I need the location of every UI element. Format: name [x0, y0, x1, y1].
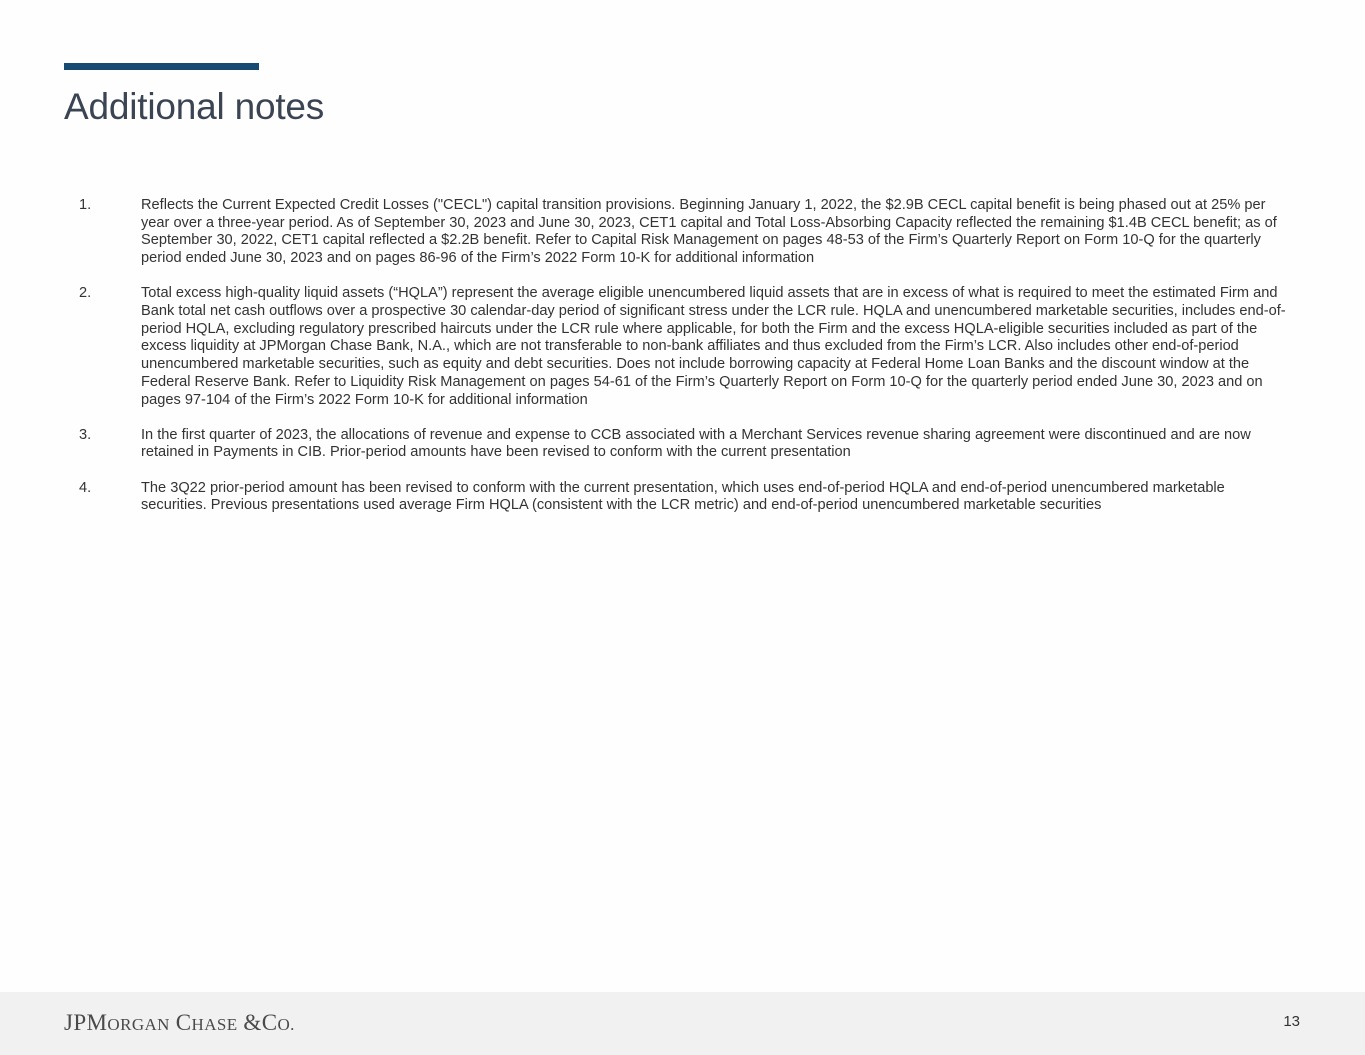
logo-morgan-initial: M: [86, 1010, 108, 1035]
note-item: [0, 427, 1365, 462]
logo-co-rest: O.: [277, 1015, 295, 1034]
logo-morgan-rest: ORGAN: [107, 1015, 170, 1034]
note-item: [0, 285, 1365, 409]
footer: [0, 992, 1365, 1055]
note-text: Reflects the Current Expected Credit Losses ("CECL") capital transition provisions. Beginning January 1, 2022, the $2.9B CECL capital benefit is being phased out at 25% per year over a three-year period. As of September 30, 2023 and June 30, 2023, CET1 capital and Total Loss-Absorbing Capacity reflected the remaining $1.4B CECL benefit; as of September 30, 2022, CET1 capital reflected a $2.2B benefit. Refer to Capital Risk Management on pages 48-53 of the Firm’s Quarterly Report on Form 10-Q for the quarterly period ended June 30, 2023 and on pages 86-96 of the Firm’s 2022 Form 10-K for additional information: [141, 197, 1277, 267]
logo-jp: JP: [64, 1010, 87, 1035]
title-accent-bar: [64, 63, 259, 70]
note-item: [0, 480, 1365, 515]
note-item: [0, 197, 1365, 268]
notes-list: [0, 197, 1365, 533]
logo-chase-initial: C: [175, 1010, 192, 1035]
note-text: In the first quarter of 2023, the allocations of revenue and expense to CCB associated with a Merchant Services revenue sharing agreement were discontinued and are now retained in Payments in CIB. Prior-period amounts have been revised to conform with the current presentation: [141, 426, 1251, 461]
note-text: The 3Q22 prior-period amount has been revised to conform with the current presentation, which uses end-of-period HQLA and end-of-period unencumbered marketable securities. Previous presentations used average Firm HQLA (consistent with the LCR metric) and end-of-period unencumbered marketable securities: [141, 479, 1225, 514]
note-number: 1.: [79, 197, 92, 213]
brand-logo: [64, 1010, 295, 1036]
page-number: 13: [1283, 1013, 1300, 1030]
note-text: Total excess high-quality liquid assets (“HQLA”) represent the average eligible unencumbered liquid assets that are in excess of what is required to meet the estimated Firm and Bank total net cash outflows over a prospective 30 calendar-day period of significant stress under the LCR rule. HQLA and unencumbered marketable securities, includes end-of-period HQLA, excluding regulatory prescribed haircuts under the LCR rule where applicable, for both the Firm and the excess HQLA-eligible securities included as part of the excess liquidity at JPMorgan Chase Bank, N.A., which are not transferable to non-bank affiliates and thus excluded from the Firm’s LCR. Also includes other end-of-period unencumbered marketable securities, such as equity and debt securities. Does not include borrowing capacity at Federal Home Loan Banks and the discount window at the Federal Reserve Bank. Refer to Liquidity Risk Management on pages 54-61 of the Firm’s Quarterly Report on Form 10-Q for the quarterly period ended June 30, 2023 and on pages 97-104 of the Firm’s 2022 Form 10-K for additional information: [141, 285, 1286, 408]
note-number: 4.: [79, 479, 92, 496]
note-number: 2.: [79, 285, 92, 302]
page-title: Additional notes: [64, 86, 325, 127]
logo-ampersand: &: [243, 1010, 262, 1035]
note-number: 3.: [79, 426, 92, 443]
logo-chase-rest: HASE: [191, 1015, 238, 1034]
logo-co-initial: C: [261, 1010, 278, 1035]
